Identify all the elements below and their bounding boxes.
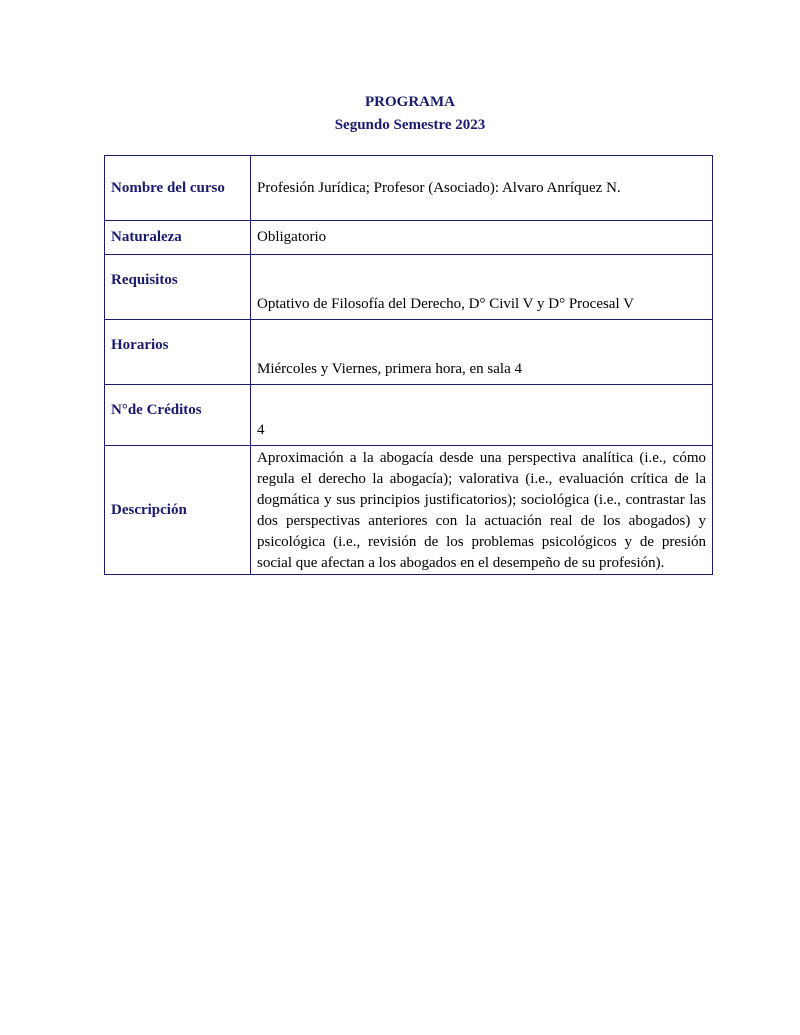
label-nature: Naturaleza bbox=[105, 221, 251, 255]
value-credits: 4 bbox=[251, 385, 713, 446]
table-row-requirements bbox=[105, 255, 713, 320]
label-description: Descripción bbox=[105, 446, 251, 575]
label-requirements: Requisitos bbox=[105, 255, 251, 320]
page-title: PROGRAMA bbox=[365, 94, 455, 110]
page-subtitle: Segundo Semestre 2023 bbox=[334, 117, 486, 133]
course-info-table bbox=[104, 155, 713, 575]
value-description: Aproximación a la abogacía desde una perspectiva analítica (i.e., cómo regula el derecho la abogacía); valorativa (i.e., evaluación crítica de la dogmática y sus principios justificatorios); sociológica (i.e., contrastar las dos perspectivas anteriores con la actuación real de los abogados) y psicológica (i.e., revisión de los problemas psicológicos y de presión social que afectan a los abogados en el desempeño de su profesión). bbox=[251, 446, 713, 575]
table-row-description bbox=[105, 446, 713, 575]
value-schedule: Miércoles y Viernes, primera hora, en sala 4 bbox=[251, 320, 713, 385]
table-row-course-name bbox=[105, 156, 713, 221]
table-row-credits bbox=[105, 385, 713, 446]
table-row-nature bbox=[105, 221, 713, 255]
label-course-name: Nombre del curso bbox=[105, 156, 251, 221]
value-course-name: Profesión Jurídica; Profesor (Asociado): Alvaro Anríquez N. bbox=[251, 156, 713, 221]
label-credits: N°de Créditos bbox=[105, 385, 251, 446]
value-requirements: Optativo de Filosofía del Derecho, D° Civil V y D° Procesal V bbox=[251, 255, 713, 320]
label-schedule: Horarios bbox=[105, 320, 251, 385]
value-nature: Obligatorio bbox=[251, 221, 713, 255]
table-row-schedule bbox=[105, 320, 713, 385]
